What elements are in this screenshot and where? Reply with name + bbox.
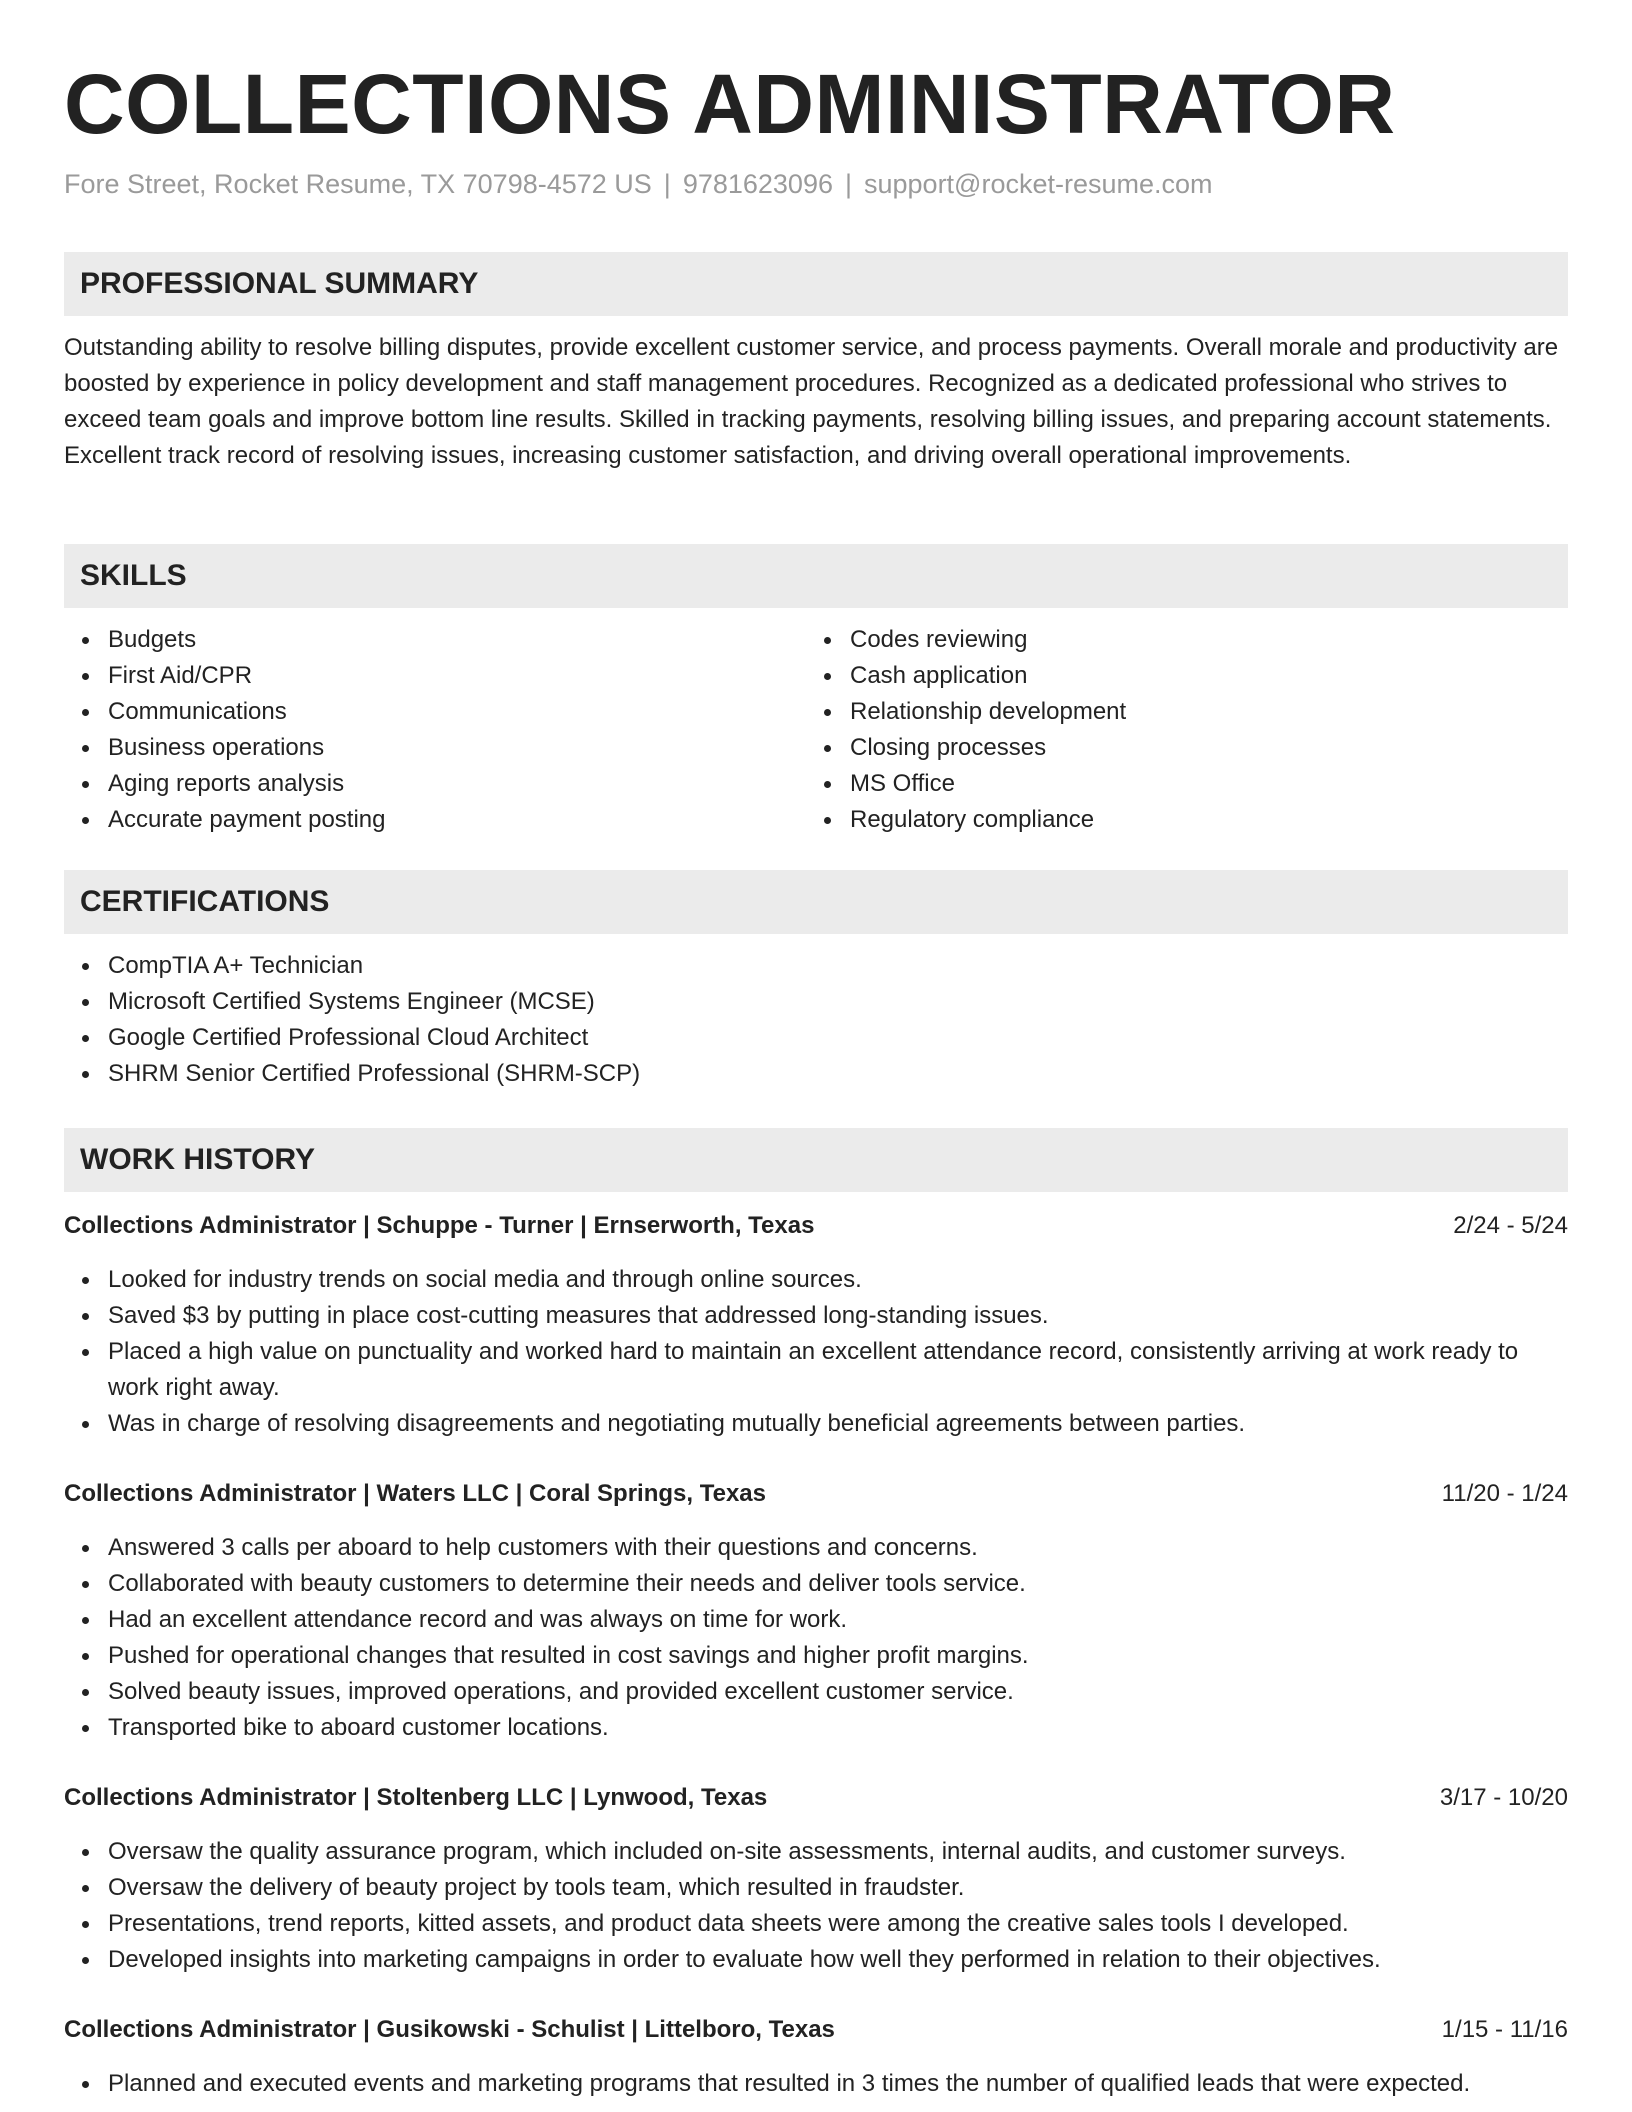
list-item: Looked for industry trends on social media and through online sources. [108, 1262, 1568, 1298]
section-title: WORK HISTORY [80, 1143, 316, 1176]
section-title: PROFESSIONAL SUMMARY [80, 267, 479, 300]
list-item: Planned and executed events and marketing programs that resulted in 3 times the number of qualified leads that were expected. [108, 2066, 1568, 2102]
job-title: Collections Administrator | Gusikowski - Schulist | Littelboro, Texas [64, 2016, 835, 2043]
job-dates: 1/15 - 11/16 [1441, 2016, 1568, 2043]
section-title: CERTIFICATIONS [80, 885, 330, 918]
list-item: Accurate payment posting [108, 802, 808, 838]
list-item: Saved $3 by putting in place cost-cutting measures that addressed long-standing issues. [108, 1298, 1568, 1334]
list-item: Microsoft Certified Systems Engineer (MCSE) [108, 984, 1568, 1020]
list-item: Solved beauty issues, improved operations, and provided excellent customer service. [108, 1674, 1568, 1710]
list-item: MS Office [850, 766, 1550, 802]
list-item: Relationship development [850, 694, 1550, 730]
job-dates: 2/24 - 5/24 [1453, 1212, 1568, 1239]
skills-list-right [806, 622, 1550, 838]
job-title: Collections Administrator | Waters LLC | Coral Springs, Texas [64, 1480, 766, 1507]
list-item: Transported bike to aboard customer locations. [108, 1710, 1568, 1746]
address: Fore Street, Rocket Resume, TX 70798-4572 US [64, 169, 652, 199]
list-item: Placed a high value on punctuality and worked hard to maintain an excellent attendance record, consistently arriving at work ready to work right away. [108, 1334, 1568, 1406]
list-item: Google Certified Professional Cloud Architect [108, 1020, 1568, 1056]
list-item: Communications [108, 694, 808, 730]
list-item: Closing processes [850, 730, 1550, 766]
list-item: Oversaw the delivery of beauty project by tools team, which resulted in fraudster. [108, 1870, 1568, 1906]
list-item: Oversaw the quality assurance program, which included on-site assessments, internal audits, and customer surveys. [108, 1834, 1568, 1870]
section-header-work-history [64, 1128, 1568, 1192]
candidate-name: COLLECTIONS ADMINISTRATOR [64, 57, 1396, 151]
list-item: Answered 3 calls per aboard to help customers with their questions and concerns. [108, 1530, 1568, 1566]
list-item: Business operations [108, 730, 808, 766]
list-item: First Aid/CPR [108, 658, 808, 694]
list-item: CompTIA A+ Technician [108, 948, 1568, 984]
job-header [64, 1208, 1568, 1244]
job-bullets [64, 1262, 1568, 1442]
job-dates: 3/17 - 10/20 [1439, 1784, 1568, 1811]
job-header [64, 2012, 1568, 2048]
list-item: Cash application [850, 658, 1550, 694]
list-item: Was in charge of resolving disagreements and negotiating mutually beneficial agreements between parties. [108, 1406, 1568, 1442]
section-header-skills [64, 544, 1568, 608]
email-link[interactable]: support@rocket-resume.com [864, 169, 1213, 199]
list-item: SHRM Senior Certified Professional (SHRM-SCP) [108, 1056, 1568, 1092]
job-header [64, 1476, 1568, 1512]
list-item: Regulatory compliance [850, 802, 1550, 838]
list-item: Presentations, trend reports, kitted assets, and product data sheets were among the creative sales tools I developed. [108, 1906, 1568, 1942]
job-bullets [64, 1834, 1568, 1978]
job-bullets [64, 2066, 1568, 2102]
job-title: Collections Administrator | Stoltenberg LLC | Lynwood, Texas [64, 1784, 768, 1811]
contact-separator: | [663, 169, 671, 199]
list-item: Pushed for operational changes that resulted in cost savings and higher profit margins. [108, 1638, 1568, 1674]
contact-separator: | [844, 169, 852, 199]
section-header-summary [64, 252, 1568, 316]
list-item: Budgets [108, 622, 808, 658]
certifications-list [64, 948, 1568, 1092]
list-item: Collaborated with beauty customers to determine their needs and deliver tools service. [108, 1566, 1568, 1602]
summary-text: Outstanding ability to resolve billing disputes, provide excellent customer service, and process payments. Overall morale and productivity are boosted by experience in policy development and staff management procedures. Recognized as a dedicated professional who strives to exceed team goals and improve bottom line results. Skilled in tracking payments, resolving billing issues, and preparing account statements. Excellent track record of resolving issues, increasing customer satisfaction, and driving overall operational improvements. [64, 334, 1559, 469]
job-header [64, 1780, 1568, 1816]
section-title: SKILLS [80, 559, 187, 592]
list-item: Aging reports analysis [108, 766, 808, 802]
phone: 9781623096 [682, 169, 833, 199]
job-title: Collections Administrator | Schuppe - Turner | Ernserworth, Texas [64, 1212, 815, 1239]
list-item: Developed insights into marketing campaigns in order to evaluate how well they performed in relation to their objectives. [108, 1942, 1568, 1978]
list-item: Had an excellent attendance record and was always on time for work. [108, 1602, 1568, 1638]
skills-list-left [64, 622, 808, 838]
contact-line [64, 166, 1213, 202]
section-header-certifications [64, 870, 1568, 934]
job-dates: 11/20 - 1/24 [1441, 1480, 1568, 1507]
list-item: Codes reviewing [850, 622, 1550, 658]
job-bullets [64, 1530, 1568, 1746]
